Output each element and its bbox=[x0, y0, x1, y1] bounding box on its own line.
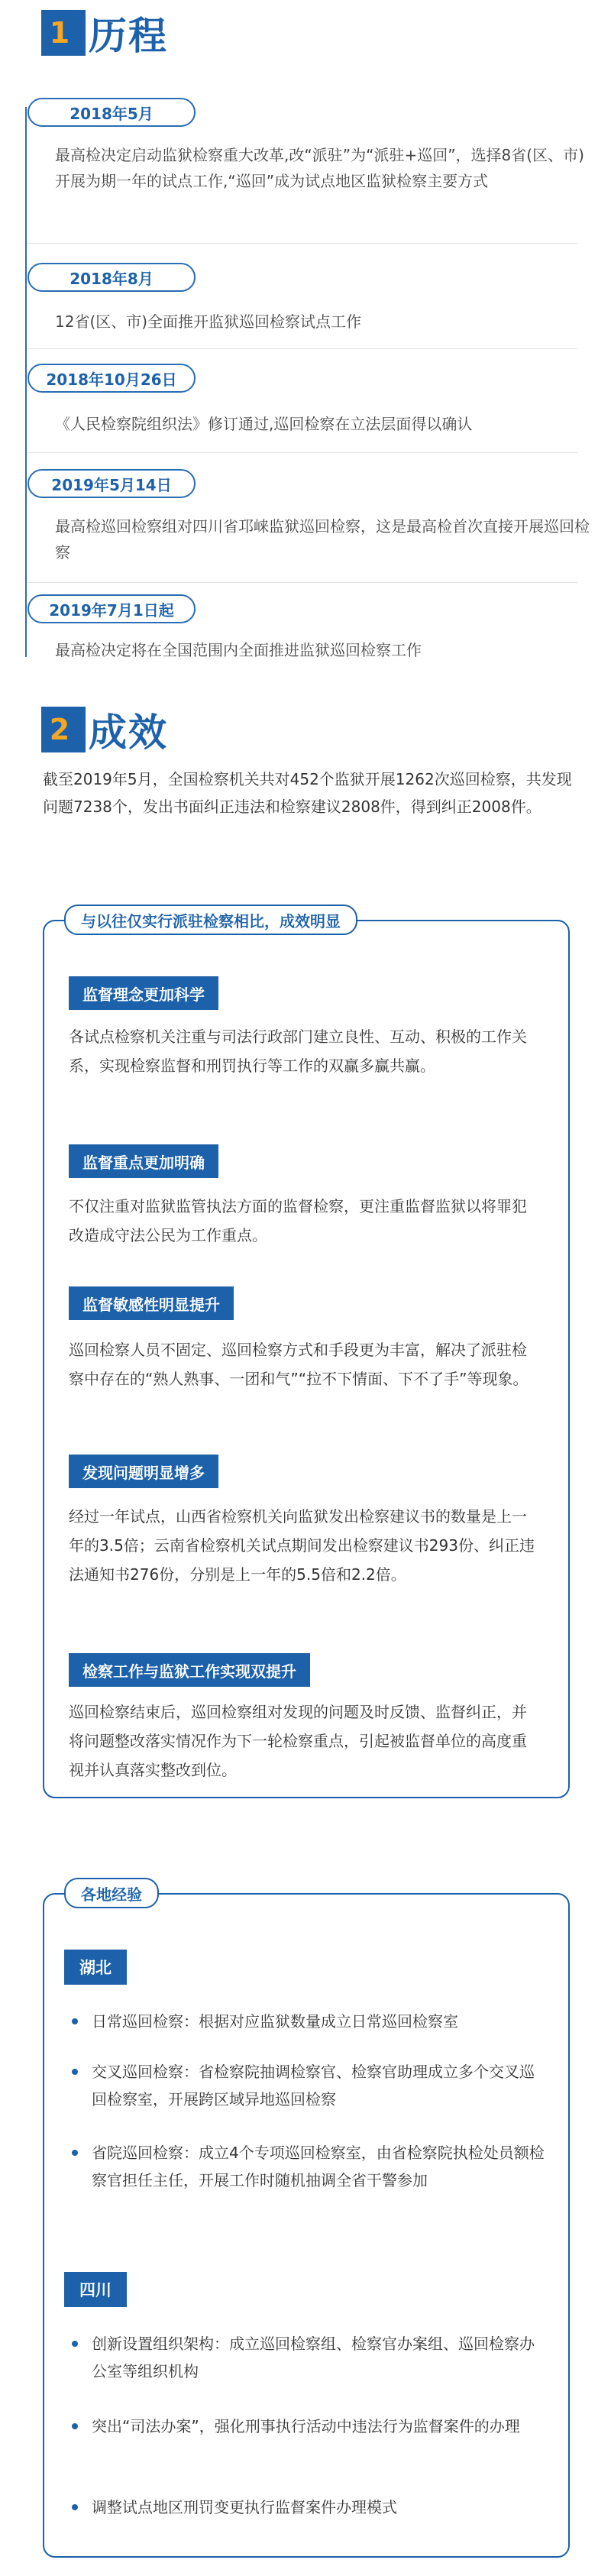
section-2-header bbox=[41, 703, 168, 756]
region-label-sichuan: 四川 bbox=[64, 2272, 127, 2307]
timeline-date-5: 2019年7月1日起 bbox=[27, 594, 196, 623]
timeline-separator bbox=[27, 582, 577, 583]
timeline-date-2: 2018年8月 bbox=[27, 263, 196, 292]
effect-label-text: 监督理念更加科学 bbox=[82, 985, 205, 1004]
hubei-item-3: 省院巡回检察：成立4个专项巡回检察室，由省检察院执检处员额检察官担任主任，开展工作时随机抽调全省干警参加 bbox=[72, 2139, 545, 2194]
effect-label-4 bbox=[69, 1455, 218, 1488]
region-label-hubei: 湖北 bbox=[64, 1950, 127, 1985]
experience-card-tab: 各地经验 bbox=[64, 1878, 159, 1908]
sichuan-item-2: 突出“司法办案”，强化刑事执行活动中违法行为监督案件的办理 bbox=[72, 2413, 545, 2440]
effect-label-1 bbox=[69, 976, 218, 1010]
timeline-text-2: 12省(区、市)全面推开监狱巡回检察试点工作 bbox=[55, 312, 362, 331]
timeline-separator bbox=[27, 452, 577, 453]
effect-label-2 bbox=[69, 1144, 218, 1178]
results-intro: 截至2019年5月，全国检察机关共对452个监狱开展1262次巡回检察，共发现问题7238个，发出书面纠正违法和检察建议2808件，得到纠正2008件。 bbox=[43, 770, 572, 816]
effect-text-3: 巡回检察人员不固定、巡回检察方式和手段更为丰富，解决了派驻检察中存在的“熟人熟事、一团和气”“拉不下情面、下不了手”等现象。 bbox=[69, 1341, 529, 1388]
experience-card bbox=[43, 1893, 570, 2558]
effect-text-5: 巡回检察结束后，巡回检察组对发现的问题及时反馈、监督纠正，并将问题整改落实情况作为下一轮检察重点，引起被监督单位的高度重视并认真落实整改到位。 bbox=[69, 1703, 527, 1779]
sichuan-item-1: 创新设置组织架构：成立巡回检察组、检察官办案组、巡回检察办公室等组织机构 bbox=[72, 2330, 545, 2385]
effect-label-text: 监督敏感性明显提升 bbox=[82, 1295, 220, 1314]
timeline-text-4: 最高检巡回检察组对四川省邛崃监狱巡回检察，这是最高检首次直接开展巡回检察 bbox=[55, 517, 590, 561]
effect-label-text: 监督重点更加明确 bbox=[82, 1153, 205, 1172]
effect-label-3 bbox=[69, 1286, 234, 1320]
effect-label-text: 检察工作与监狱工作实现双提升 bbox=[82, 1662, 296, 1681]
timeline-separator bbox=[27, 348, 577, 349]
section-1-number: 1 bbox=[41, 10, 78, 56]
timeline-text-3: 《人民检察院组织法》修订通过,巡回检察在立法层面得以确认 bbox=[55, 415, 473, 433]
section-2-title: 成效 bbox=[89, 710, 168, 755]
effect-label-text: 发现问题明显增多 bbox=[82, 1463, 205, 1482]
timeline-date-4: 2019年5月14日 bbox=[27, 469, 196, 498]
section-1-header bbox=[41, 6, 168, 60]
section-2-number: 2 bbox=[41, 707, 78, 752]
hubei-item-1: 日常巡回检察：根据对应监狱数量成立日常巡回检察室 bbox=[72, 2008, 545, 2035]
effect-text-4: 经过一年试点，山西省检察机关向监狱发出检察建议书的数量是上一年的3.5倍；云南省检察机关试点期间发出检察建议书293份、纠正违法通知书276份，分别是上一年的5.5倍和2.2倍。 bbox=[69, 1507, 535, 1584]
timeline-text-1: 最高检决定启动监狱检察重大改革,改“派驻”为“派驻+巡回”，选择8省(区、市)开展为期一年的试点工作,“巡回”成为试点地区监狱检察主要方式 bbox=[55, 146, 584, 190]
effect-text-1: 各试点检察机关注重与司法行政部门建立良性、互动、积极的工作关系，实现检察监督和刑罚执行等工作的双赢多赢共赢。 bbox=[69, 1027, 527, 1075]
effect-text-2: 不仅注重对监狱监管执法方面的监督检察，更注重监督监狱以将罪犯改造成守法公民为工作重点。 bbox=[69, 1197, 527, 1244]
sichuan-item-3: 调整试点地区刑罚变更执行监督案件办理模式 bbox=[72, 2493, 545, 2521]
timeline-separator bbox=[27, 243, 577, 244]
section-1-title: 历程 bbox=[89, 14, 168, 58]
timeline-line bbox=[25, 107, 27, 657]
timeline-date-3: 2018年10月26日 bbox=[27, 364, 196, 393]
effects-card-tab: 与以往仅实行派驻检察相比，成效明显 bbox=[64, 905, 357, 935]
hubei-item-2: 交叉巡回检察：省检察院抽调检察官、检察官助理成立多个交叉巡回检察室，开展跨区域异地巡回检察 bbox=[72, 2058, 545, 2113]
timeline-date-1: 2018年5月 bbox=[27, 98, 196, 127]
effect-label-5 bbox=[69, 1653, 310, 1687]
timeline-text-5: 最高检决定将在全国范围内全面推进监狱巡回检察工作 bbox=[55, 641, 422, 659]
